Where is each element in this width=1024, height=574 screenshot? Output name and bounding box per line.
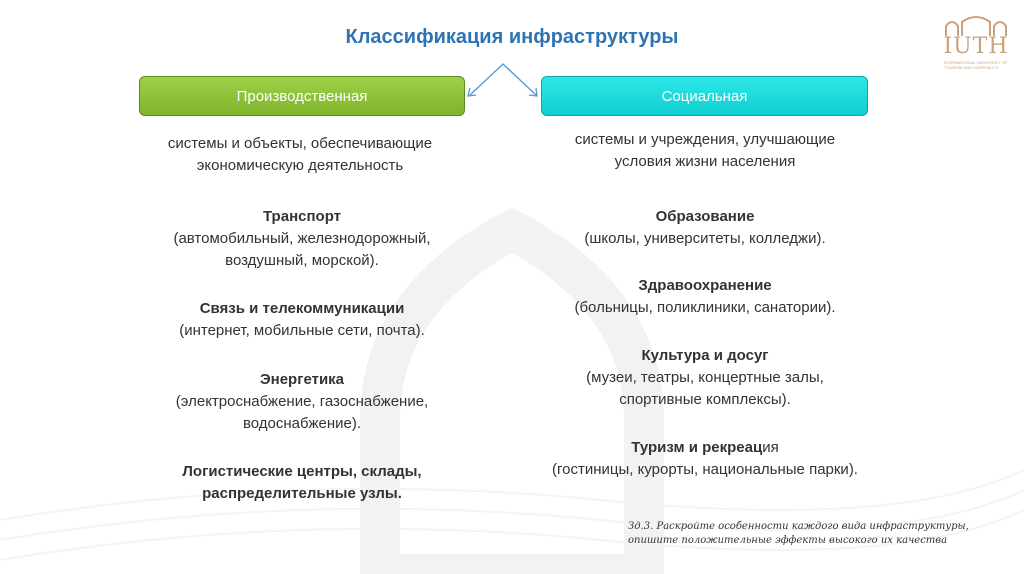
item-heading-main: Туризм и рекреац: [631, 439, 763, 456]
item-heading: распределительные узлы.: [202, 485, 402, 502]
description-line: системы и учреждения, улучшающие: [574, 131, 836, 148]
item-detail: (больницы, поликлиники, санатории).: [574, 299, 836, 316]
description-line: условия жизни населения: [614, 153, 796, 170]
production-description: [135, 133, 465, 177]
category-production-label: Производственная: [236, 87, 368, 105]
logo-subtext: INTERNATIONAL UNIVERSITY OF TOURISM AND HOSPITALITY: [944, 60, 1008, 70]
item-detail: (гостиницы, курорты, национальные парки).: [552, 461, 858, 478]
item-energy: [117, 369, 487, 435]
item-heading: Связь и телекоммуникации: [199, 300, 405, 317]
item-telecom: [117, 298, 487, 342]
item-education: [520, 206, 890, 250]
category-production: [139, 76, 465, 116]
item-detail: (музеи, театры, концертные залы,: [586, 369, 824, 386]
note-line: опишите положительные эффекты высокого их качества: [628, 535, 948, 546]
item-heading-tail: ия: [762, 439, 779, 456]
description-line: экономическую деятельность: [196, 157, 404, 174]
category-social: [541, 76, 868, 116]
item-healthcare: [520, 275, 890, 319]
item-detail: воздушный, морской).: [225, 252, 379, 269]
item-transport: [117, 206, 487, 272]
item-heading: Образование: [655, 208, 755, 225]
note-line: Зд.3. Раскройте особенности каждого вида инфраструктуры,: [628, 521, 969, 532]
item-detail: спортивные комплексы).: [619, 391, 791, 408]
item-culture: [520, 345, 890, 411]
description-line: системы и объекты, обеспечивающие: [167, 135, 433, 152]
task-note: [628, 520, 988, 548]
item-heading: Энергетика: [259, 371, 345, 388]
item-detail: (электроснабжение, газоснабжение,: [175, 393, 429, 410]
item-detail: (интернет, мобильные сети, почта).: [179, 322, 425, 339]
logo-text: IUTH: [943, 34, 1009, 59]
item-heading: Логистические центры, склады,: [182, 463, 422, 480]
item-logistics: [117, 461, 487, 505]
item-heading: Культура и досуг: [641, 347, 769, 364]
item-heading: Транспорт: [262, 208, 342, 225]
item-tourism: [520, 437, 890, 481]
social-description: [540, 129, 870, 173]
item-heading: [520, 437, 890, 459]
item-detail: водоснабжение).: [242, 415, 361, 432]
category-social-label: Социальная: [661, 87, 748, 105]
item-detail: (школы, университеты, колледжи).: [584, 230, 826, 247]
item-heading: Здравоохранение: [638, 277, 772, 294]
item-detail: (автомобильный, железнодорожный,: [173, 230, 431, 247]
page-title: Классификация инфраструктуры: [345, 26, 679, 48]
